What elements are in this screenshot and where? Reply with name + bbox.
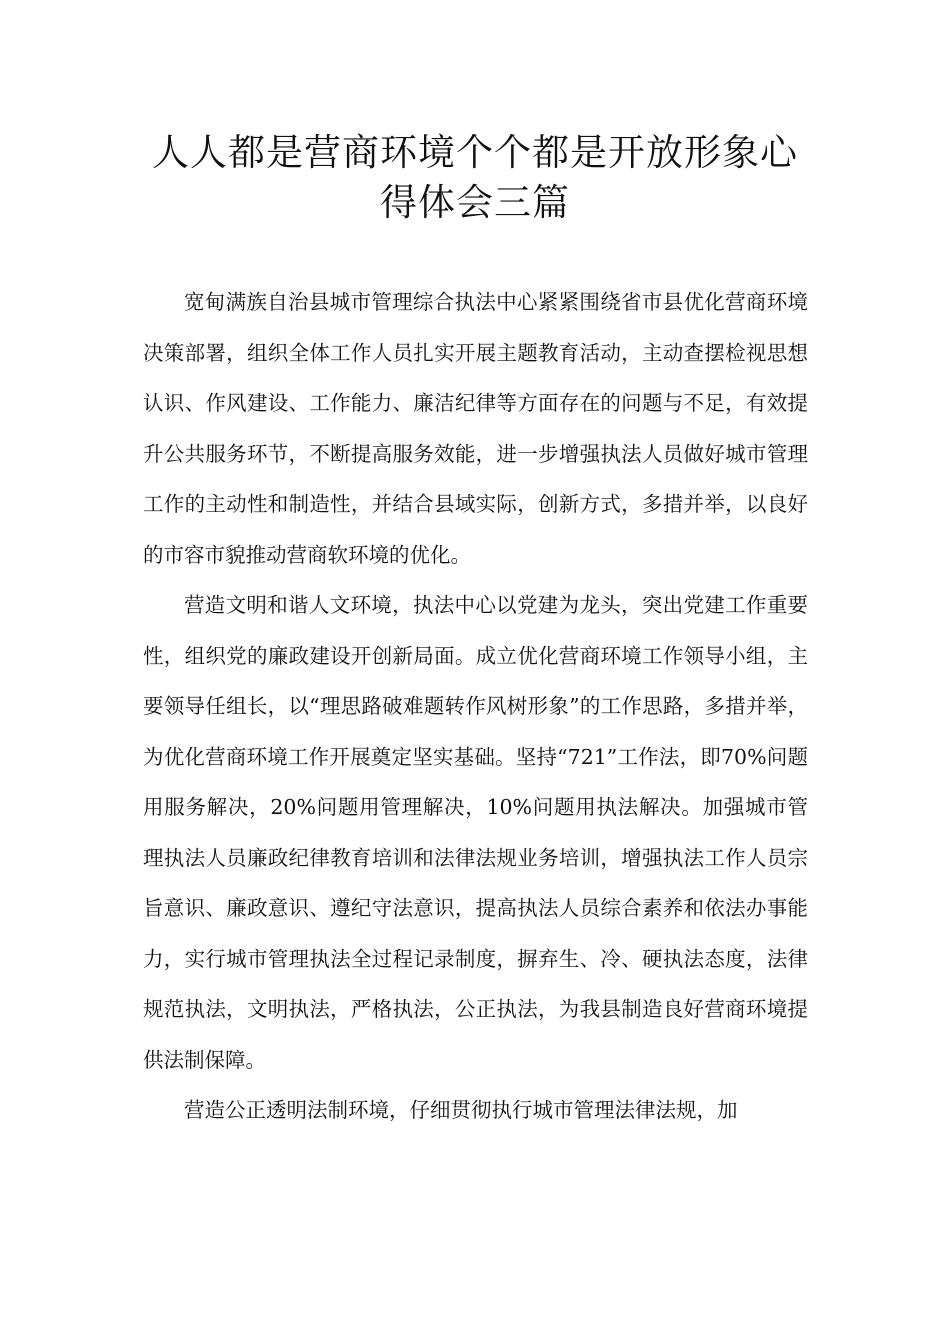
paragraph-humanistic-environment: 营造文明和谐人文环境，执法中心以党建为龙头，突出党建工作重要性，组织党的廉政建设开创新局面。成立优化营商环境工作领导小组，主要领导任组长，以“理思路破难题转作风树形象”的工作思路，多措并举，为优化营商环境工作开展奠定坚实基础。坚持“721”工作法，即70%问题用服务解决，20%问题用管理解决，10%问题用执法解决。加强城市管理执法人员廉政纪律教育培训和法律法规业务培训，增强执法工作人员宗旨意识、廉政意识、遵纪守法意识，提高执法人员综合素养和依法办事能力，实行城市管理执法全过程记录制度，摒弃生、冷、硬执法态度，法律规范执法，文明执法，严格执法，公正执法，为我县制造良好营商环境提供法制保障。 (143, 593, 808, 1072)
document-title (120, 128, 830, 228)
document-body (143, 277, 808, 1136)
paragraph-legal-environment: 营造公正透明法制环境，仔细贯彻执行城市管理法律法规，加 (184, 1098, 738, 1122)
title-line-1: 人人都是营商环境个个都是开放形象心 (152, 131, 798, 174)
title-line-2: 得体会三篇 (380, 181, 570, 224)
paragraph-intro: 宽甸满族自治县城市管理综合执法中心紧紧围绕省市县优化营商环境决策部署，组织全体工作人员扎实开展主题教育活动，主动查摆检视思想认识、作风建设、工作能力、廉洁纪律等方面存在的问题与不足，有效提升公共服务环节，不断提高服务效能，进一步增强执法人员做好城市管理工作的主动性和制造性，并结合县域实际，创新方式，多措并举，以良好的市容市貌推动营商软环境的优化。 (143, 290, 808, 567)
